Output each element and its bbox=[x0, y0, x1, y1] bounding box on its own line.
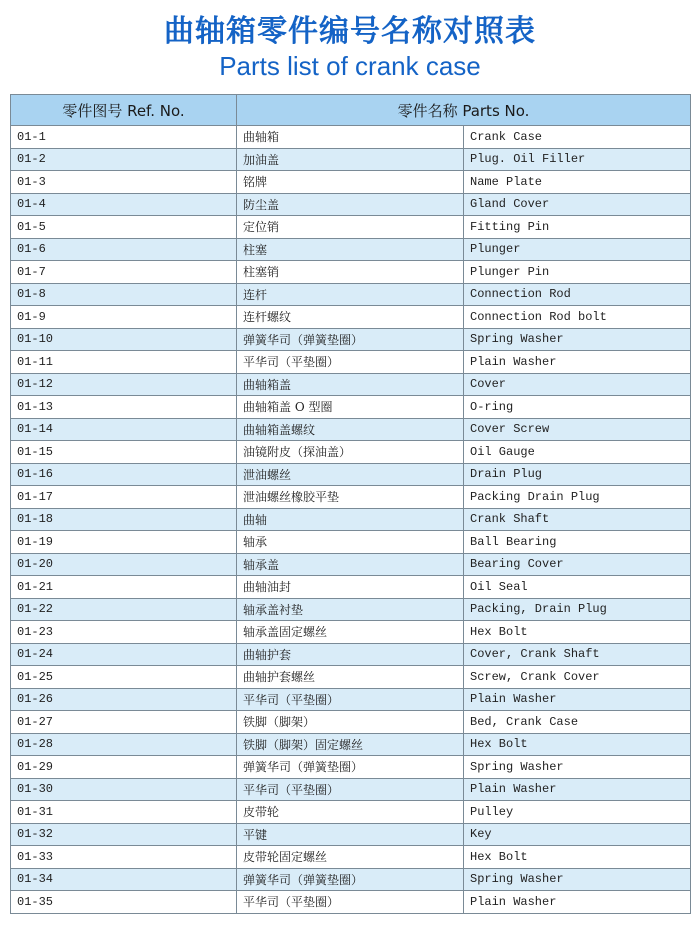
ref-no-cell: 01-26 bbox=[11, 688, 237, 711]
ref-no-cell: 01-9 bbox=[11, 306, 237, 329]
chinese-name-cell: 铁脚（脚架） bbox=[237, 711, 464, 734]
page-title-english: Parts list of crank case bbox=[219, 51, 481, 81]
chinese-name-cell: 平华司（平垫圈） bbox=[237, 891, 464, 914]
ref-no-cell: 01-13 bbox=[11, 396, 237, 419]
ref-no-cell: 01-12 bbox=[11, 373, 237, 396]
english-name-cell: Name Plate bbox=[464, 171, 691, 194]
chinese-name-cell: 轴承盖固定螺丝 bbox=[237, 621, 464, 644]
chinese-name-cell: 曲轴箱盖螺纹 bbox=[237, 418, 464, 441]
table-row bbox=[11, 598, 691, 621]
english-name-cell: Crank Shaft bbox=[464, 508, 691, 531]
table-row bbox=[11, 688, 691, 711]
chinese-name-cell: 曲轴护套 bbox=[237, 643, 464, 666]
english-name-cell: Plain Washer bbox=[464, 351, 691, 374]
header-ref-no: 零件图号 Ref. No. bbox=[11, 95, 237, 126]
table-row bbox=[11, 891, 691, 914]
table-header-row bbox=[11, 95, 691, 126]
ref-no-cell: 01-24 bbox=[11, 643, 237, 666]
english-name-cell: Fitting Pin bbox=[464, 216, 691, 239]
table-row bbox=[11, 193, 691, 216]
chinese-name-cell: 曲轴箱 bbox=[237, 126, 464, 149]
chinese-name-cell: 弹簧华司（弹簧垫圈） bbox=[237, 868, 464, 891]
english-name-cell: Plunger Pin bbox=[464, 261, 691, 284]
ref-no-cell: 01-27 bbox=[11, 711, 237, 734]
table-row bbox=[11, 486, 691, 509]
ref-no-cell: 01-11 bbox=[11, 351, 237, 374]
table-row bbox=[11, 711, 691, 734]
english-name-cell: Hex Bolt bbox=[464, 621, 691, 644]
english-name-cell: Ball Bearing bbox=[464, 531, 691, 554]
chinese-name-cell: 铁脚（脚架）固定螺丝 bbox=[237, 733, 464, 756]
ref-no-cell: 01-15 bbox=[11, 441, 237, 464]
english-name-cell: Packing Drain Plug bbox=[464, 486, 691, 509]
english-name-cell: Connection Rod bolt bbox=[464, 306, 691, 329]
chinese-name-cell: 连杆螺纹 bbox=[237, 306, 464, 329]
table-row bbox=[11, 778, 691, 801]
english-name-cell: Bed, Crank Case bbox=[464, 711, 691, 734]
chinese-name-cell: 平华司（平垫圈） bbox=[237, 351, 464, 374]
ref-no-cell: 01-8 bbox=[11, 283, 237, 306]
chinese-name-cell: 平华司（平垫圈） bbox=[237, 688, 464, 711]
english-name-cell: Packing, Drain Plug bbox=[464, 598, 691, 621]
chinese-name-cell: 泄油螺丝橡胶平垫 bbox=[237, 486, 464, 509]
english-name-cell: Bearing Cover bbox=[464, 553, 691, 576]
ref-no-cell: 01-30 bbox=[11, 778, 237, 801]
chinese-name-cell: 曲轴油封 bbox=[237, 576, 464, 599]
english-name-cell: Hex Bolt bbox=[464, 846, 691, 869]
chinese-name-cell: 皮带轮固定螺丝 bbox=[237, 846, 464, 869]
chinese-name-cell: 平键 bbox=[237, 823, 464, 846]
ref-no-cell: 01-20 bbox=[11, 553, 237, 576]
chinese-name-cell: 弹簧华司（弹簧垫圈） bbox=[237, 328, 464, 351]
english-name-cell: Drain Plug bbox=[464, 463, 691, 486]
chinese-name-cell: 曲轴箱盖 O 型圈 bbox=[237, 396, 464, 419]
ref-no-cell: 01-10 bbox=[11, 328, 237, 351]
chinese-name-cell: 曲轴 bbox=[237, 508, 464, 531]
table-row bbox=[11, 868, 691, 891]
english-name-cell: Spring Washer bbox=[464, 868, 691, 891]
parts-table bbox=[10, 94, 691, 914]
chinese-name-cell: 曲轴护套螺丝 bbox=[237, 666, 464, 689]
table-row bbox=[11, 238, 691, 261]
ref-no-cell: 01-32 bbox=[11, 823, 237, 846]
english-name-cell: Plain Washer bbox=[464, 778, 691, 801]
ref-no-cell: 01-25 bbox=[11, 666, 237, 689]
ref-no-cell: 01-4 bbox=[11, 193, 237, 216]
english-name-cell: Key bbox=[464, 823, 691, 846]
chinese-name-cell: 轴承盖衬垫 bbox=[237, 598, 464, 621]
chinese-name-cell: 连杆 bbox=[237, 283, 464, 306]
ref-no-cell: 01-31 bbox=[11, 801, 237, 824]
table-row bbox=[11, 463, 691, 486]
english-name-cell: Pulley bbox=[464, 801, 691, 824]
table-row bbox=[11, 306, 691, 329]
table-row bbox=[11, 801, 691, 824]
ref-no-cell: 01-23 bbox=[11, 621, 237, 644]
table-row bbox=[11, 823, 691, 846]
ref-no-cell: 01-29 bbox=[11, 756, 237, 779]
table-row bbox=[11, 373, 691, 396]
ref-no-cell: 01-33 bbox=[11, 846, 237, 869]
ref-no-cell: 01-7 bbox=[11, 261, 237, 284]
chinese-name-cell: 防尘盖 bbox=[237, 193, 464, 216]
english-name-cell: Crank Case bbox=[464, 126, 691, 149]
english-name-cell: Oil Seal bbox=[464, 576, 691, 599]
chinese-name-cell: 油镜附皮（探油盖） bbox=[237, 441, 464, 464]
english-name-cell: Cover bbox=[464, 373, 691, 396]
english-name-cell: Screw, Crank Cover bbox=[464, 666, 691, 689]
chinese-name-cell: 柱塞销 bbox=[237, 261, 464, 284]
chinese-name-cell: 定位销 bbox=[237, 216, 464, 239]
ref-no-cell: 01-3 bbox=[11, 171, 237, 194]
ref-no-cell: 01-14 bbox=[11, 418, 237, 441]
ref-no-cell: 01-18 bbox=[11, 508, 237, 531]
table-row bbox=[11, 508, 691, 531]
ref-no-cell: 01-21 bbox=[11, 576, 237, 599]
chinese-name-cell: 弹簧华司（弹簧垫圈） bbox=[237, 756, 464, 779]
header-parts-name: 零件名称 Parts No. bbox=[237, 95, 691, 126]
english-name-cell: Plug. Oil Filler bbox=[464, 148, 691, 171]
english-name-cell: Connection Rod bbox=[464, 283, 691, 306]
table-row bbox=[11, 441, 691, 464]
english-name-cell: Plain Washer bbox=[464, 891, 691, 914]
ref-no-cell: 01-1 bbox=[11, 126, 237, 149]
english-name-cell: O-ring bbox=[464, 396, 691, 419]
chinese-name-cell: 铭牌 bbox=[237, 171, 464, 194]
chinese-name-cell: 柱塞 bbox=[237, 238, 464, 261]
chinese-name-cell: 平华司（平垫圈） bbox=[237, 778, 464, 801]
chinese-name-cell: 轴承 bbox=[237, 531, 464, 554]
ref-no-cell: 01-5 bbox=[11, 216, 237, 239]
table-row bbox=[11, 756, 691, 779]
table-row bbox=[11, 531, 691, 554]
ref-no-cell: 01-35 bbox=[11, 891, 237, 914]
ref-no-cell: 01-2 bbox=[11, 148, 237, 171]
english-name-cell: Spring Washer bbox=[464, 756, 691, 779]
table-row bbox=[11, 171, 691, 194]
table-row bbox=[11, 328, 691, 351]
ref-no-cell: 01-28 bbox=[11, 733, 237, 756]
table-row bbox=[11, 261, 691, 284]
english-name-cell: Plunger bbox=[464, 238, 691, 261]
english-name-cell: Oil Gauge bbox=[464, 441, 691, 464]
chinese-name-cell: 皮带轮 bbox=[237, 801, 464, 824]
chinese-name-cell: 轴承盖 bbox=[237, 553, 464, 576]
english-name-cell: Spring Washer bbox=[464, 328, 691, 351]
page-title-chinese: 曲轴箱零件编号名称对照表 bbox=[164, 14, 536, 49]
table-row bbox=[11, 148, 691, 171]
table-row bbox=[11, 126, 691, 149]
chinese-name-cell: 泄油螺丝 bbox=[237, 463, 464, 486]
ref-no-cell: 01-22 bbox=[11, 598, 237, 621]
table-row bbox=[11, 216, 691, 239]
table-row bbox=[11, 733, 691, 756]
ref-no-cell: 01-34 bbox=[11, 868, 237, 891]
chinese-name-cell: 曲轴箱盖 bbox=[237, 373, 464, 396]
ref-no-cell: 01-6 bbox=[11, 238, 237, 261]
table-row bbox=[11, 621, 691, 644]
ref-no-cell: 01-16 bbox=[11, 463, 237, 486]
table-row bbox=[11, 576, 691, 599]
table-row bbox=[11, 351, 691, 374]
table-row bbox=[11, 418, 691, 441]
table-row bbox=[11, 396, 691, 419]
english-name-cell: Hex Bolt bbox=[464, 733, 691, 756]
ref-no-cell: 01-19 bbox=[11, 531, 237, 554]
table-row bbox=[11, 643, 691, 666]
ref-no-cell: 01-17 bbox=[11, 486, 237, 509]
english-name-cell: Cover, Crank Shaft bbox=[464, 643, 691, 666]
chinese-name-cell: 加油盖 bbox=[237, 148, 464, 171]
english-name-cell: Plain Washer bbox=[464, 688, 691, 711]
table-row bbox=[11, 553, 691, 576]
table-row bbox=[11, 666, 691, 689]
table-row bbox=[11, 846, 691, 869]
table-row bbox=[11, 283, 691, 306]
english-name-cell: Cover Screw bbox=[464, 418, 691, 441]
english-name-cell: Gland Cover bbox=[464, 193, 691, 216]
